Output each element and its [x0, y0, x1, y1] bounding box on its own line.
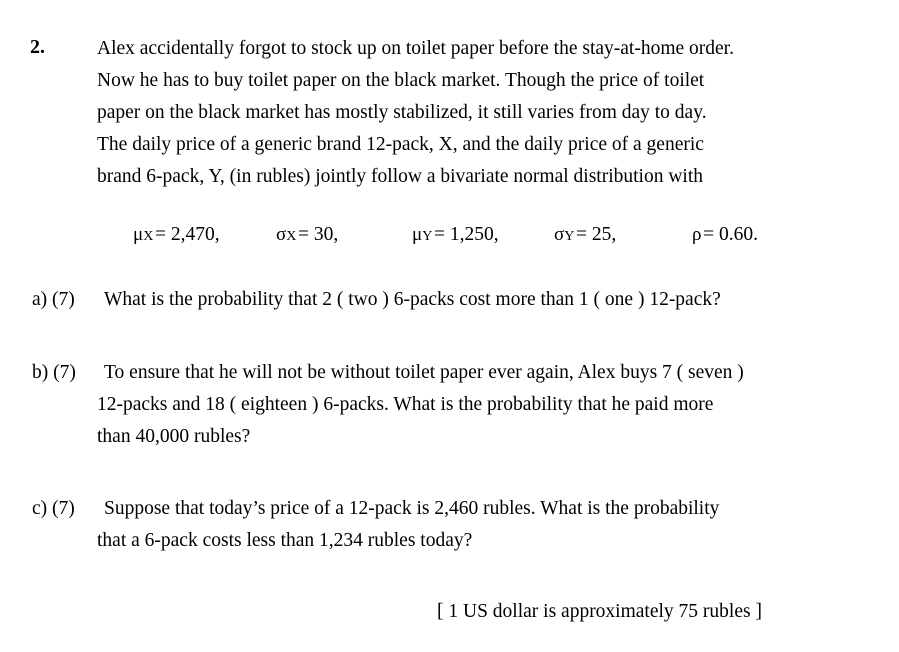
- part-label: c) (7): [32, 498, 75, 519]
- part-line: To ensure that he will not be without toilet paper ever again, Alex buys 7 ( seven ): [104, 362, 744, 383]
- part-label: a) (7): [32, 289, 75, 310]
- param-sigma-x: σX = 30,: [276, 224, 339, 245]
- part-line: than 40,000 rubles?: [97, 426, 251, 447]
- param-sigma-y: σY = 25,: [554, 224, 617, 245]
- intro-line: Now he has to buy toilet paper on the black market. Though the price of toilet: [97, 70, 705, 91]
- param-rho: ρ = 0.60.: [692, 224, 758, 245]
- intro-line: The daily price of a generic brand 12-pack, X, and the daily price of a generic: [97, 134, 704, 155]
- part-line: that a 6-pack costs less than 1,234 rubles today?: [97, 530, 473, 551]
- param-mu-x: μX = 2,470,: [133, 224, 220, 245]
- part-line: 12-packs and 18 ( eighteen ) 6-packs. What is the probability that he paid more: [97, 394, 714, 415]
- intro-line: Alex accidentally forgot to stock up on toilet paper before the stay-at-home order.: [97, 38, 734, 59]
- part-line: What is the probability that 2 ( two ) 6-packs cost more than 1 ( one ) 12-pack?: [104, 289, 721, 310]
- part-line: Suppose that today’s price of a 12-pack is 2,460 rubles. What is the probability: [104, 498, 720, 519]
- exchange-rate-note: [ 1 US dollar is approximately 75 rubles ]: [437, 601, 762, 622]
- question-number: 2.: [30, 36, 45, 58]
- intro-line: paper on the black market has mostly stabilized, it still varies from day to day.: [97, 102, 707, 123]
- distribution-parameters: [0, 224, 899, 254]
- intro-line: brand 6-pack, Y, (in rubles) jointly follow a bivariate normal distribution with: [97, 166, 704, 187]
- part-label: b) (7): [32, 362, 76, 383]
- param-mu-y: μY = 1,250,: [412, 224, 499, 245]
